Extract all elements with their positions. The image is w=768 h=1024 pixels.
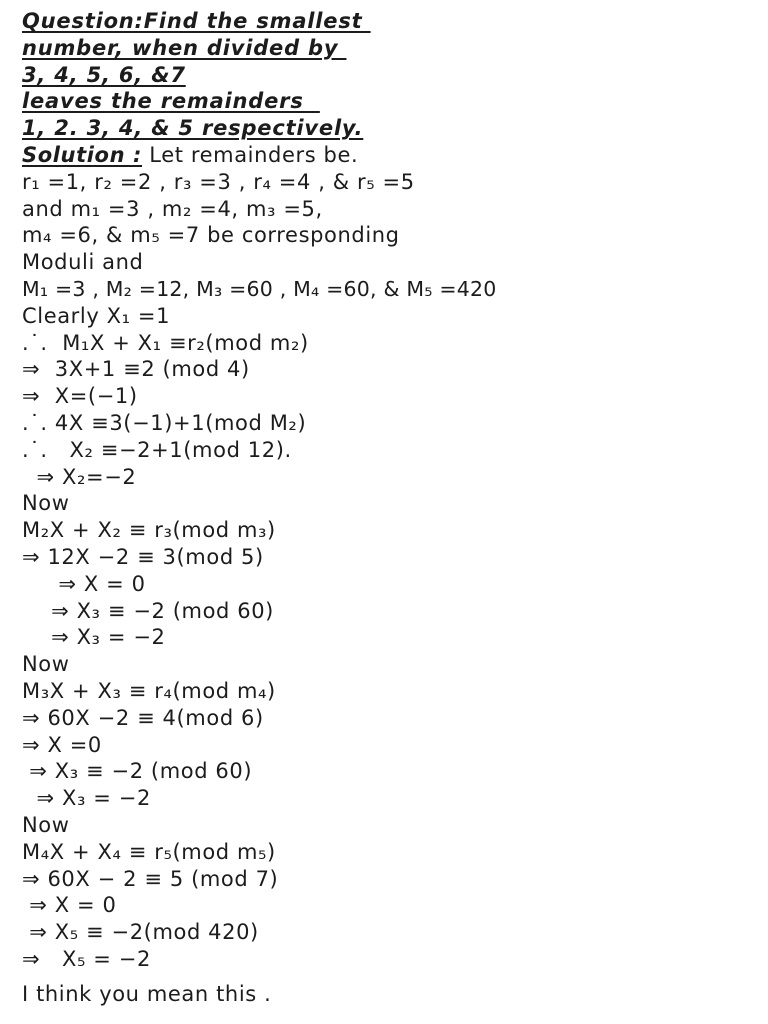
math-line: ⇒ X₂=−2: [22, 464, 137, 489]
math-line: ⇒ X₃ = −2: [22, 625, 166, 650]
question-line-4: leaves the remainders: [22, 89, 320, 114]
math-line: ⇒ X₃ = −2: [22, 786, 151, 811]
math-line: Now: [22, 491, 70, 516]
math-line: M₃X + X₃ ≡ r₄(mod m₄): [22, 678, 276, 703]
math-line: ⇒ X₃ ≡ −2 (mod 60): [22, 598, 274, 623]
math-line: ⇒ X₅ ≡ −2(mod 420): [22, 920, 259, 945]
solution-header: [22, 142, 762, 169]
closing-remark: I think you mean this .: [22, 981, 272, 1006]
math-line: ⇒ 60X − 2 ≡ 5 (mod 7): [22, 866, 279, 891]
handwritten-solution: [22, 8, 762, 1007]
question-line-5: 1, 2. 3, 4, & 5 respectively.: [22, 116, 364, 141]
math-line: ⇒ 3X+1 ≡2 (mod 4): [22, 357, 250, 382]
math-line: ⇒ X = 0: [22, 893, 117, 918]
math-line: ⇒ 60X −2 ≡ 4(mod 6): [22, 705, 264, 730]
math-line: Moduli and: [22, 250, 144, 275]
math-line: .˙. M₁X + X₁ ≡r₂(mod m₂): [22, 330, 309, 355]
math-line: ⇒ X =0: [22, 732, 102, 757]
math-line: .˙. 4X ≡3(−1)+1(mod M₂): [22, 410, 307, 435]
math-line: Now: [22, 652, 70, 677]
math-line: ⇒ X₅ = −2: [22, 946, 151, 971]
solution-label: Solution :: [22, 142, 143, 167]
math-line: ⇒ 12X −2 ≡ 3(mod 5): [22, 544, 264, 569]
math-line: .˙. X₂ ≡−2+1(mod 12).: [22, 437, 292, 462]
question-line-1: Question:Find the smallest: [22, 9, 371, 33]
math-line: m₄ =6, & m₅ =7 be corresponding: [22, 223, 400, 248]
math-line: and m₁ =3 , m₂ =4, m₃ =5,: [22, 196, 323, 221]
math-line: ⇒ X = 0: [22, 571, 146, 596]
math-line: r₁ =1, r₂ =2 , r₃ =3 , r₄ =4 , & r₅ =5: [22, 169, 415, 194]
question-line-2: number, when divided by: [22, 35, 347, 60]
question-line-3: 3, 4, 5, 6, &7: [22, 62, 186, 87]
solution-intro: Let remainders be.: [142, 142, 359, 167]
math-line: M₄X + X₄ ≡ r₅(mod m₅): [22, 839, 276, 864]
math-line: ⇒ X₃ ≡ −2 (mod 60): [22, 759, 253, 784]
math-line: ⇒ X=(−1): [22, 384, 138, 409]
math-line: M₁ =3 , M₂ =12, M₃ =60 , M₄ =60, & M₅ =420: [22, 276, 497, 301]
math-line: M₂X + X₂ ≡ r₃(mod m₃): [22, 518, 276, 543]
math-line: Clearly X₁ =1: [22, 303, 171, 328]
math-line: Now: [22, 812, 70, 837]
